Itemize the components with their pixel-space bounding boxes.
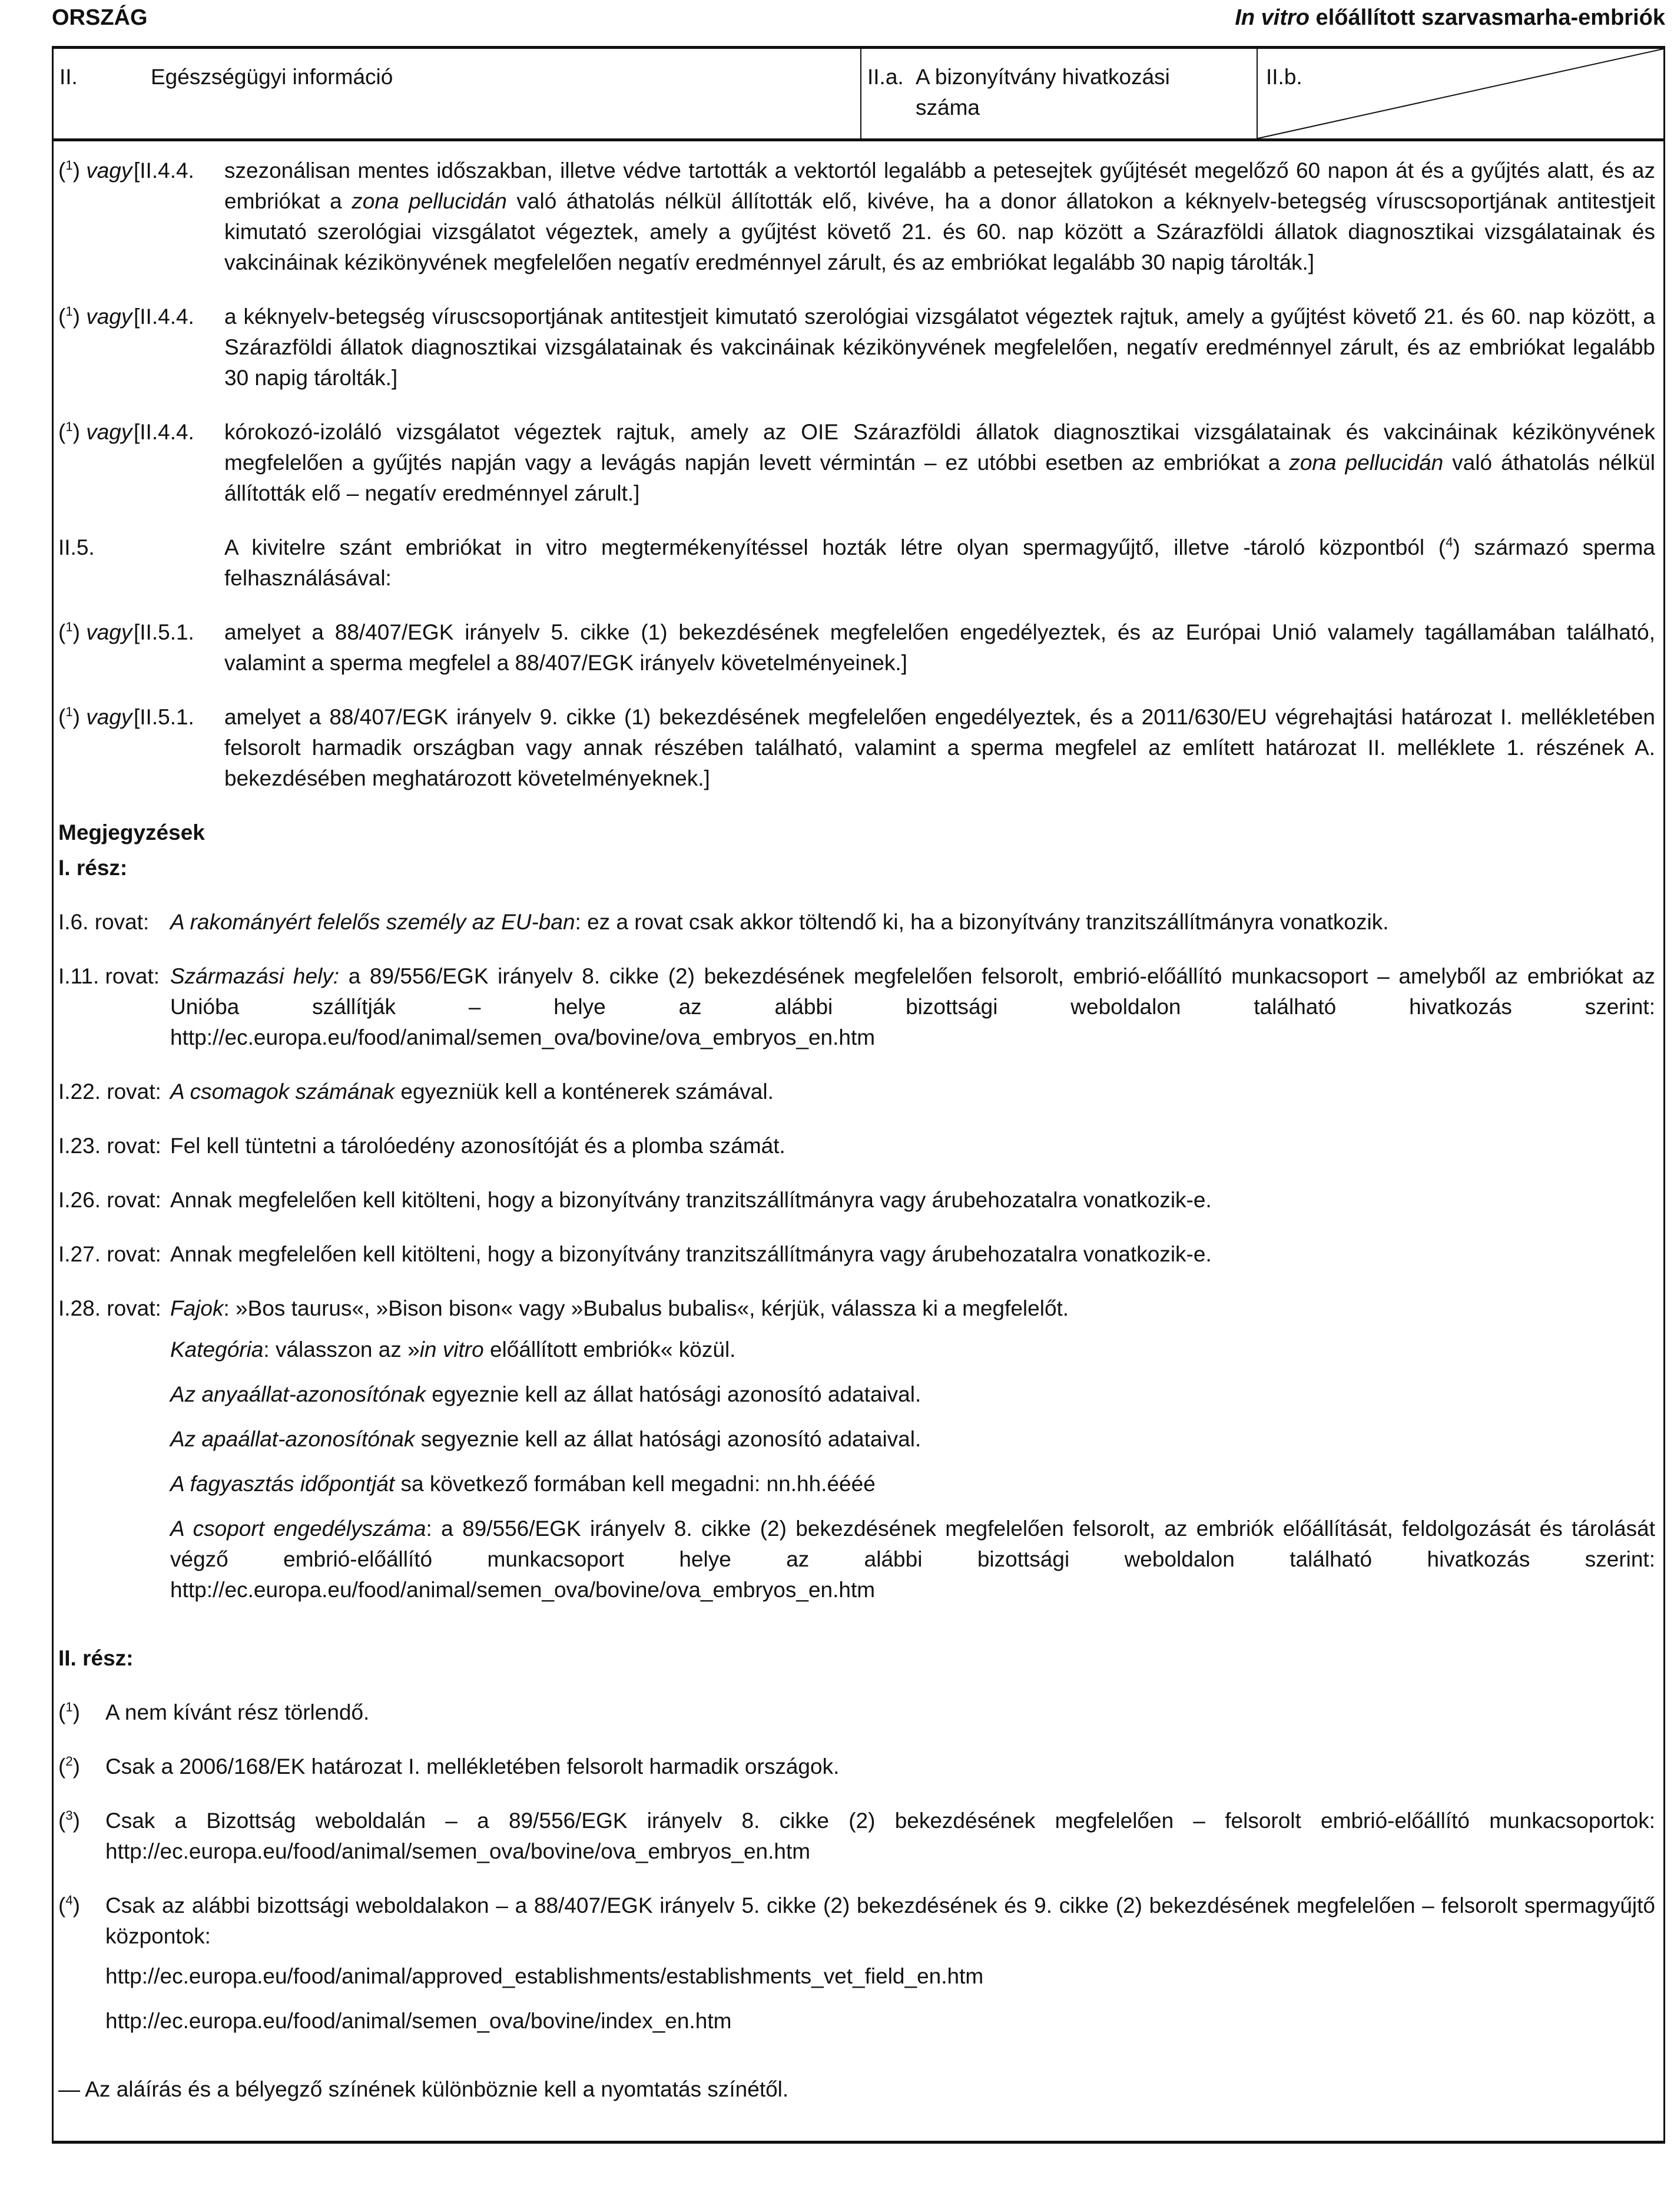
footnote-number: ($^4$) — [58, 1893, 80, 1918]
text-run: Annak megfelelően kell kitölteni, hogy a bizonyítvány tranzitszállítmányra vagy árubehozatalra vonatkozik-e. — [170, 1188, 1212, 1212]
spacer — [58, 1455, 1655, 1469]
note-item — [58, 1293, 1655, 1324]
note-item — [58, 961, 1655, 1053]
header-cell-iib — [1258, 49, 1663, 138]
spacer — [58, 2037, 1655, 2051]
note-ref: I.23. rovat: — [58, 1134, 161, 1158]
section-title: Egészségügyi információ — [151, 65, 393, 89]
spacer — [58, 794, 1655, 817]
footnote-marker: 4 — [1446, 535, 1453, 549]
certificate-ref-label: A bizonyítvány hivatkozási száma — [916, 65, 1170, 120]
spacer — [58, 1867, 1655, 1890]
document-title-italic: In vitro — [1235, 5, 1310, 30]
footnote-marker: 2 — [65, 1754, 73, 1769]
clause-ref: [II.4.4. — [134, 304, 194, 329]
certificate-frame — [52, 46, 1665, 2144]
note-ref: I.26. rovat: — [58, 1188, 161, 1212]
note-subitem — [58, 1424, 1655, 1455]
spacer — [58, 1107, 1655, 1131]
italic-term: zona pellucidán — [352, 189, 507, 213]
note-item — [58, 1077, 1655, 1107]
document-title-rest: előállított szarvasmarha-embriók — [1310, 5, 1665, 30]
text-run: való áthatolás nélkül állították elő – negatív eredménnyel zárult.] — [224, 451, 1656, 505]
table-header-row — [54, 49, 1663, 141]
or-label: vagy — [86, 620, 132, 644]
note-ref: I.28. rovat: — [58, 1296, 161, 1320]
text-run: előállított embriók« közül. — [483, 1337, 736, 1362]
spacer — [58, 1161, 1655, 1185]
header-cell-health-info — [54, 49, 861, 138]
italic-term: Fajok — [170, 1296, 224, 1320]
italic-term: zona pellucidán — [1289, 451, 1444, 475]
footnote-marker: 1 — [65, 1700, 73, 1714]
clause-ref: [II.5.1. — [134, 705, 194, 729]
note-ref: I.11. rovat: — [58, 964, 160, 988]
italic-term: Származási hely: — [170, 964, 340, 988]
text-run: sa következő formában kell megadni: nn.hh.éééé — [395, 1472, 876, 1496]
italic-term: A fagyasztás időpontját — [170, 1472, 395, 1496]
footnote — [58, 1751, 1655, 1782]
page-header — [52, 2, 1665, 38]
text-run: amelyet a 88/407/EGK irányelv 5. cikke (1) bekezdésének megfelelően engedélyeztek, és az Európai Unió valamely tagállamában található, valamint a sperma megfelel a 88/407/EGK irányelv követelményeinek.] — [224, 620, 1655, 675]
spacer — [58, 1620, 1655, 1643]
alternative-clause — [58, 417, 1655, 509]
spacer — [58, 1605, 1655, 1620]
spacer — [58, 1324, 1655, 1335]
certificate-body — [54, 141, 1663, 2105]
spacer — [58, 1216, 1655, 1239]
italic-term: A csomagok számának — [170, 1079, 395, 1104]
clause-list-ii44 — [58, 155, 1655, 532]
clause-list-ii51 — [58, 617, 1655, 817]
italic-term: in vitro — [419, 1337, 484, 1362]
or-label: vagy — [86, 420, 132, 444]
footnote-marker: 4 — [65, 1893, 73, 1908]
section-ii5 — [58, 532, 1655, 594]
country-label: ORSZÁG — [52, 5, 148, 30]
spacer — [58, 1952, 1655, 1961]
closing-note: — Az aláírás és a bélyegző színének különböznie kell a nyomtatás színétől. — [58, 2077, 789, 2101]
clause-ref: [II.4.4. — [134, 420, 194, 444]
alternative-clause — [58, 617, 1655, 678]
note-item — [58, 907, 1655, 938]
footnote-text: A nem kívánt rész törlendő. — [105, 1700, 370, 1724]
spacer — [58, 278, 1655, 302]
note-subitem — [58, 1469, 1655, 1499]
text-run: Annak megfelelően kell kitölteni, hogy a bizonyítvány tranzitszállítmányra vagy árubehozatalra vonatkozik-e. — [170, 1242, 1212, 1266]
alternative-marker: ($^1$) vagy — [58, 704, 132, 729]
alternative-clause — [58, 155, 1655, 278]
note-item — [58, 1131, 1655, 1161]
alternative-marker: ($^1$) vagy — [58, 419, 132, 444]
footnote-number: ($^1$) — [58, 1700, 80, 1724]
spacer — [58, 1782, 1655, 1806]
text-run: kórokozó-izoláló vizsgálatot végeztek rajtuk, amely az OIE Szárazföldi állatok diagnosztikai vizsgálatainak és vakcináinak kézikönyvének megfelelően a gyűjtés napján vagy a levágás napján levett vérmintán – ez utóbbi esetben az embriókat a — [224, 420, 1655, 475]
spacer — [58, 1992, 1655, 2006]
footnote — [58, 1890, 1655, 1952]
footnote-marker: 1 — [65, 419, 73, 434]
italic-term: Az apaállat-azonosítónak — [170, 1427, 415, 1451]
footnote-marker: 1 — [65, 620, 73, 634]
clause-ref: [II.5.1. — [134, 620, 194, 644]
text-run: egyeznie kell az állat hatósági azonosító adataival. — [426, 1382, 921, 1406]
document-title — [1235, 2, 1665, 33]
footnote — [58, 1697, 1655, 1728]
section-ii5-text-after: ) származó sperma felhasználásával: — [224, 535, 1655, 590]
italic-term: Az anyaállat-azonosítónak — [170, 1382, 426, 1406]
footnote-number: ($^2$) — [58, 1754, 80, 1779]
text-run: amelyet a 88/407/EGK irányelv 9. cikke (1) bekezdésének megfelelően engedélyeztek, és a 2011/630/EU végrehajtási határozat I. mellékletében felsorolt harmadik országban vagy annak részében található, valamint a sperma megfelel az említett határozat II. melléklete 1. részének A. bekezdésében meghatározott követelményeknek.] — [224, 705, 1655, 790]
alternative-marker: ($^1$) vagy — [58, 304, 132, 329]
spacer — [58, 1410, 1655, 1424]
footnote-link-url: http://ec.europa.eu/food/animal/semen_ova/bovine/index_en.htm — [105, 2009, 732, 2033]
text-run: szezonálisan mentes időszakban, illetve védve tartották a vektortól legalább a petesejtek gyűjtését megelőző 60 napon át és a gyűjtés alatt, és az embriókat a — [224, 158, 1655, 213]
footnote-number: ($^3$) — [58, 1808, 80, 1833]
iib-label: II.b. — [1266, 65, 1302, 89]
footnote-marker: 1 — [65, 304, 73, 319]
alternative-clause — [58, 302, 1655, 393]
footnote-text: Csak a Bizottság weboldalán – a 89/556/EGK irányelv 8. cikke (2) bekezdésének megfelelően – felsorolt embrió-előállító munkacsoportok: http://ec.europa.eu/food/animal/semen_ova/bovine/ova_embryos_en.htm — [105, 1809, 1655, 1863]
spacer — [58, 1270, 1655, 1293]
or-label: vagy — [86, 304, 132, 329]
note-subitem — [58, 1335, 1655, 1365]
spacer — [58, 678, 1655, 702]
note-subitem — [58, 1379, 1655, 1410]
footnote-text: Csak az alábbi bizottsági weboldalakon – a 88/407/EGK irányelv 5. cikke (2) bekezdésének és 9. cikke (2) bekezdésének megfelelően – felsorolt spermagyűjtő központok: — [105, 1893, 1655, 1948]
footnote-marker: 3 — [65, 1808, 73, 1823]
alternative-marker: ($^1$) vagy — [58, 620, 132, 644]
text-run: a 89/556/EGK irányelv 8. cikke (2) bekezdésének megfelelően felsorolt, embrió-előállító munkacsoport – amelyből az embriókat az Unióba szállítják – helye az alábbi bizottsági weboldalon található hivatkozás szerint: http://ec.europa.eu/food/animal/semen_ova/bovine/ova_embryos_en.htm — [170, 964, 1655, 1049]
certificate-ref-number: II.a. — [867, 65, 904, 89]
part1-heading: I. rész: — [58, 856, 128, 880]
note-item — [58, 1239, 1655, 1270]
clause-ref: [II.4.4. — [134, 158, 194, 183]
notes-heading: Megjegyzések — [58, 820, 205, 845]
italic-term: A csoport engedélyszáma — [170, 1516, 426, 1541]
alternative-marker: ($^1$) vagy — [58, 158, 132, 183]
note-ref: I.27. rovat: — [58, 1242, 161, 1266]
text-run: Fel kell tüntetni a tárolóedény azonosítóját és a plomba számát. — [170, 1134, 785, 1158]
note-subitem — [58, 1514, 1655, 1605]
diagonal-strike-line — [1258, 49, 1663, 138]
note-item — [58, 1185, 1655, 1216]
section-ii5-ref: II.5. — [58, 535, 95, 559]
note-ref: I.22. rovat: — [58, 1079, 161, 1104]
text-run: : válasszon az » — [263, 1337, 420, 1362]
italic-term: A rakományért felelős személy az EU-ban — [170, 910, 575, 934]
spacer — [58, 1728, 1655, 1751]
alternative-clause — [58, 702, 1655, 794]
footnote — [58, 1806, 1655, 1867]
footnote-marker: 1 — [65, 158, 73, 173]
note-ref: I.6. rovat: — [58, 910, 150, 934]
text-run: egyezniük kell a konténerek számával. — [395, 1079, 774, 1104]
footnote-marker: 1 — [65, 704, 73, 719]
part2-heading: II. rész: — [58, 1646, 134, 1670]
spacer — [58, 509, 1655, 532]
or-label: vagy — [86, 705, 132, 729]
spacer — [58, 393, 1655, 417]
footnote-list — [58, 1697, 1655, 2074]
section-ii5-text-before: A kivitelre szánt embriókat in vitro megtermékenyítéssel hozták létre olyan spermagyűjtő, illetve -tároló központból ( — [224, 535, 1446, 559]
or-label: vagy — [86, 158, 132, 183]
spacer — [58, 1365, 1655, 1379]
text-run: : »Bos taurus«, »Bison bison« vagy »Bubalus bubalis«, kérjük, válassza ki a megfelelőt. — [223, 1296, 1069, 1320]
part1-notes — [58, 907, 1655, 1643]
section-number: II. — [59, 65, 78, 89]
text-run: a kéknyelv-betegség víruscsoportjának antitestjeit kimutató szerológiai vizsgálatot végeztek rajtuk, amely a gyűjtést követő 21. és 60. nap között, a Szárazföldi állatok diagnosztikai vizsgálatainak és vakcináinak kézikönyvének megfelelően, negatív eredménnyel zárult, és az embriókat legalább 30 napig tárolták.] — [224, 304, 1655, 390]
header-cell-certificate-ref — [861, 49, 1258, 138]
footnote-link-url: http://ec.europa.eu/food/animal/approved_establishments/establishments_vet_field_en.htm — [105, 1964, 984, 1988]
text-run: való áthatolás nélkül állították elő, kivéve, ha a donor állatokon a kéknyelv-betegség víruscsoportjának antitestjeit kimutató szerológiai vizsgálatot végeztek, amely a gyűjtést követő 21. és 60. nap között a Szárazföldi állatok diagnosztikai vizsgálatainak és vakcináinak kézikönyvének megfelelően negatív eredménnyel zárult, és az embriókat legalább 30 napig tárolták.] — [224, 189, 1656, 274]
spacer — [58, 1053, 1655, 1077]
text-run: : a 89/556/EGK irányelv 8. cikke (2) bekezdésének megfelelően felsorolt, az embriók előállítását, feldolgozását és tárolását végző embrió-előállító munkacsoport helye az alábbi bizottsági weboldalon található hivatkozás szerint: http://ec.europa.eu/food/animal/semen_ova/bovine/ova_embryos_en.htm — [170, 1516, 1655, 1602]
italic-term: Kategória — [170, 1337, 264, 1362]
footnote-text: Csak a 2006/168/EK határozat I. mellékletében felsorolt harmadik országok. — [105, 1754, 840, 1779]
spacer — [58, 938, 1655, 961]
text-run: segyeznie kell az állat hatósági azonosító adataival. — [415, 1427, 921, 1451]
spacer — [58, 1499, 1655, 1514]
text-run: : ez a rovat csak akkor töltendő ki, ha a bizonyítvány tranzitszállítmányra vonatkozik. — [575, 910, 1389, 934]
spacer — [58, 2051, 1655, 2074]
